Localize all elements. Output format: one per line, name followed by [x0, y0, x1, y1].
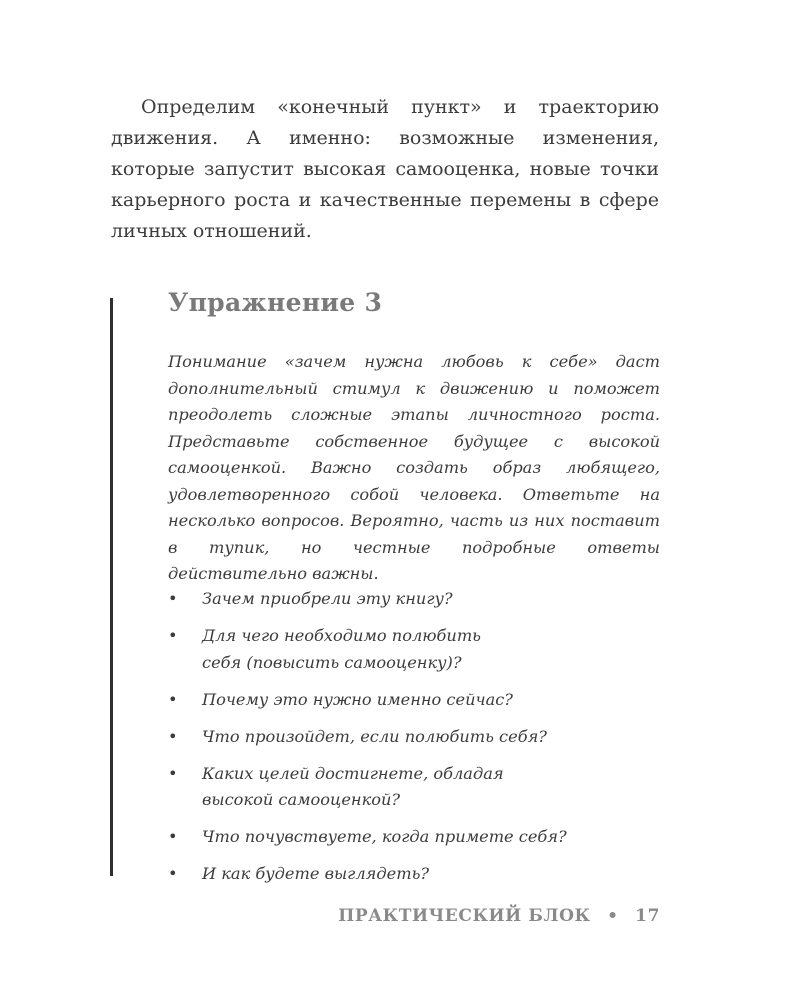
list-item [168, 761, 648, 814]
question-text: Почему это нужно именно сейчас? [202, 689, 513, 709]
question-list [168, 586, 648, 898]
bullet: • [168, 626, 178, 645]
bullet: • [168, 827, 178, 846]
exercise-text: Понимание «зачем нужна любовь к себе» даст дополнительный стимул к движению и поможет преодолеть сложные этапы личностного роста. Представьте собственное будущее с высокой самооценкой. Важно создать образ любящего, удовлетворенного собой человека. Ответьте на несколько вопросов. Вероятно, часть из них поставит в тупик, но честные подробные ответы действительно важны. [168, 352, 660, 583]
footer-section-title: ПРАКТИЧЕСКИЙ БЛОК [338, 906, 591, 926]
intro-paragraph: Определим «конечный пункт» и траекторию движения. А именно: возможные изменения, которые запустит высокая самооценка, новые точки карьерного роста и качественные перемены в сфере личных отношений. [111, 96, 659, 242]
list-item [168, 687, 648, 714]
bullet: • [168, 864, 178, 883]
exercise-sidebar-rule [110, 298, 113, 876]
running-footer [338, 906, 660, 926]
list-item [168, 623, 648, 676]
list-item [168, 861, 648, 888]
bullet: • [168, 689, 178, 709]
exercise-title: Упражнение 3 [168, 288, 383, 317]
list-item [168, 824, 648, 851]
question-text: Что почувствуете, когда примете себя? [202, 827, 567, 846]
bullet: • [168, 763, 178, 783]
question-text: Что произойдет, если полюбить себя? [202, 726, 547, 746]
question-text: И как будете выглядеть? [202, 864, 430, 883]
question-text: Каких целей достигнете, обладая высокой самооценкой? [202, 763, 504, 809]
page-number: 17 [635, 906, 660, 926]
list-item [168, 724, 648, 751]
question-text: Для чего необходимо полюбить себя (повысить самооценку)? [202, 626, 481, 672]
list-item [168, 586, 648, 613]
bullet: • [168, 726, 178, 746]
bullet: • [168, 589, 178, 608]
footer-separator: • [607, 906, 619, 926]
question-text: Зачем приобрели эту книгу? [202, 589, 453, 608]
